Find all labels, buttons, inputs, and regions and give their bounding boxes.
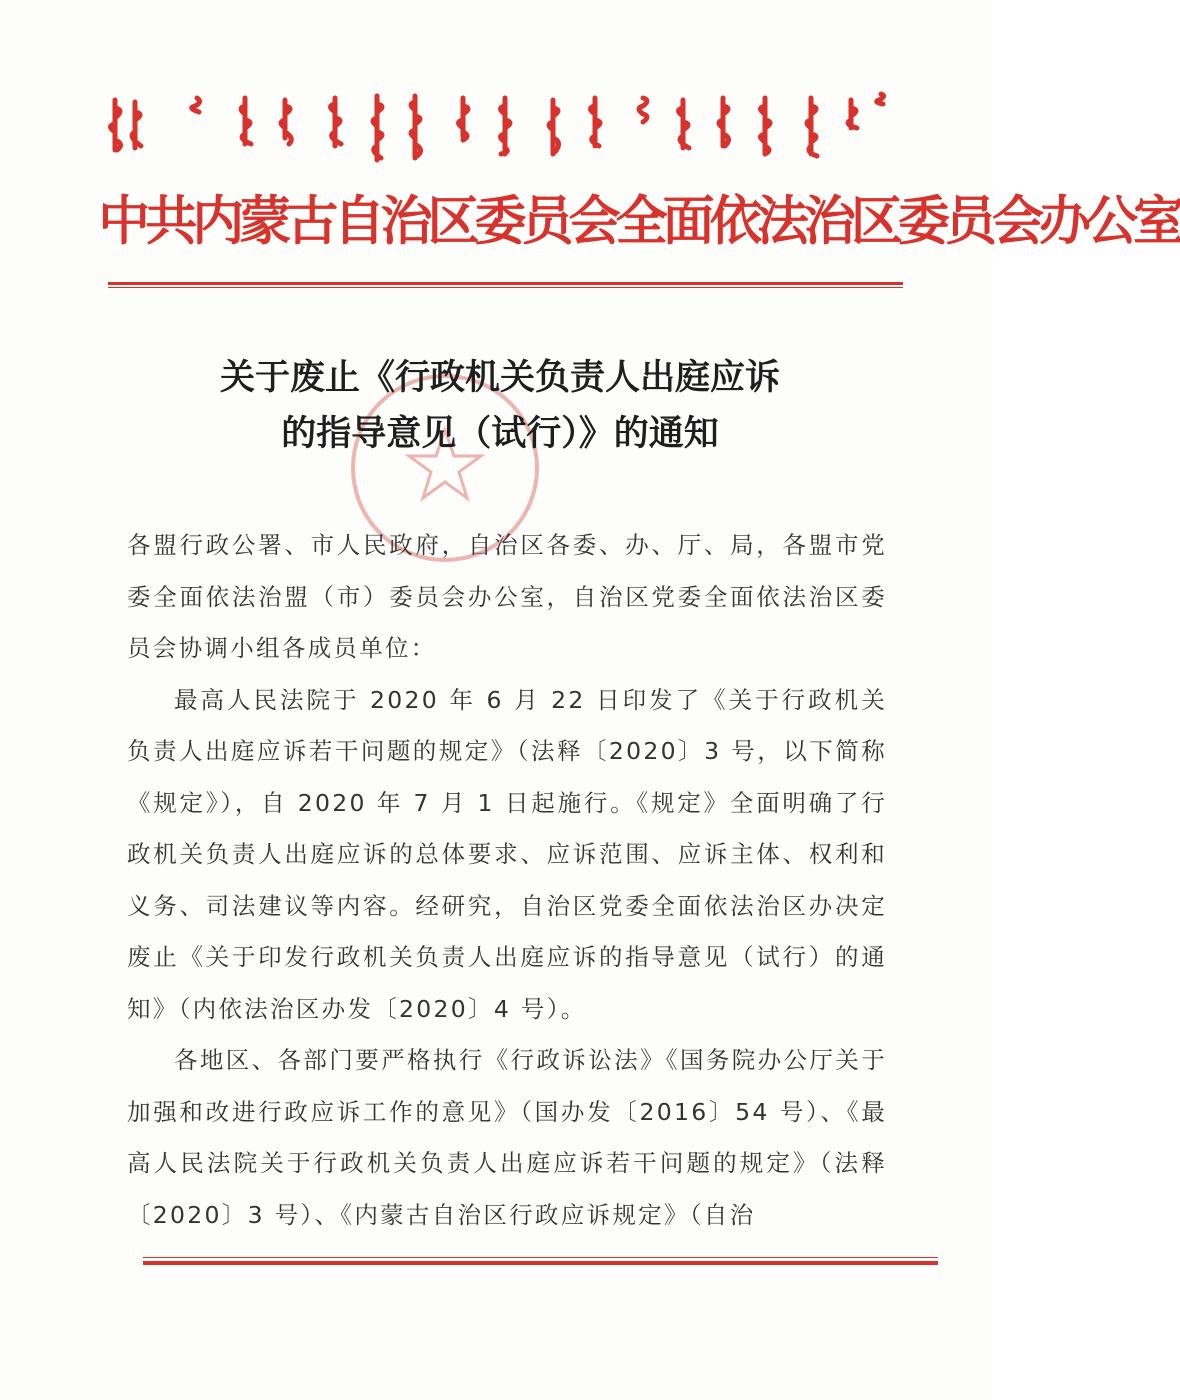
- footer-divider-thin-line: [143, 1257, 938, 1258]
- body-paragraph: 各地区、各部门要严格执行《行政诉讼法》《国务院办公厅关于加强和改进行政应诉工作的意见》（国办发〔2016〕54 号）、《最高人民法院关于行政机关负责人出庭应诉若干问题的规定》（法释〔2020〕3 号）、《内蒙古自治区行政应诉规定》（自治: [127, 1046, 887, 1229]
- header-divider: [108, 282, 903, 288]
- footer-divider-thick-line: [143, 1261, 938, 1265]
- addressee-paragraph: 各盟行政公署、市人民政府，自治区各委、办、厅、局，各盟市党委全面依法治盟（市）委员会办公室，自治区党委全面依法治区委员会协调小组各成员单位：: [127, 531, 887, 662]
- mongolian-script-header: [105, 88, 895, 168]
- header-divider-thin-line: [108, 287, 903, 288]
- footer-divider: [143, 1257, 938, 1267]
- document-title-line-2: 的指导意见（试行）》的通知: [281, 414, 719, 454]
- header-divider-thick-line: [108, 282, 903, 285]
- body-paragraph: 最高人民法院于 2020 年 6 月 22 日印发了《关于行政机关负责人出庭应诉若干问题的规定》（法释〔2020〕3 号，以下简称《规定》），自 2020 年 7 月 1 日起施行。《规定》全面明确了行政机关负责人出庭应诉的总体要求、应诉范围、应诉主体、权利和义务、司法建议等内容。经研究，自治区党委全面依法治区办决定废止《关于印发行政机关负责人出庭应诉的指导意见（试行）的通知》（内依法治区办发〔2020〕4 号）。: [127, 685, 887, 1023]
- document-title-line-1: 关于废止《行政机关负责人出庭应诉: [219, 358, 780, 398]
- issuing-organization-name: 中共内蒙古自治区委员会全面依法治区委员会办公室: [98, 191, 1180, 252]
- document-body: [127, 520, 887, 1241]
- document-title: [120, 350, 880, 462]
